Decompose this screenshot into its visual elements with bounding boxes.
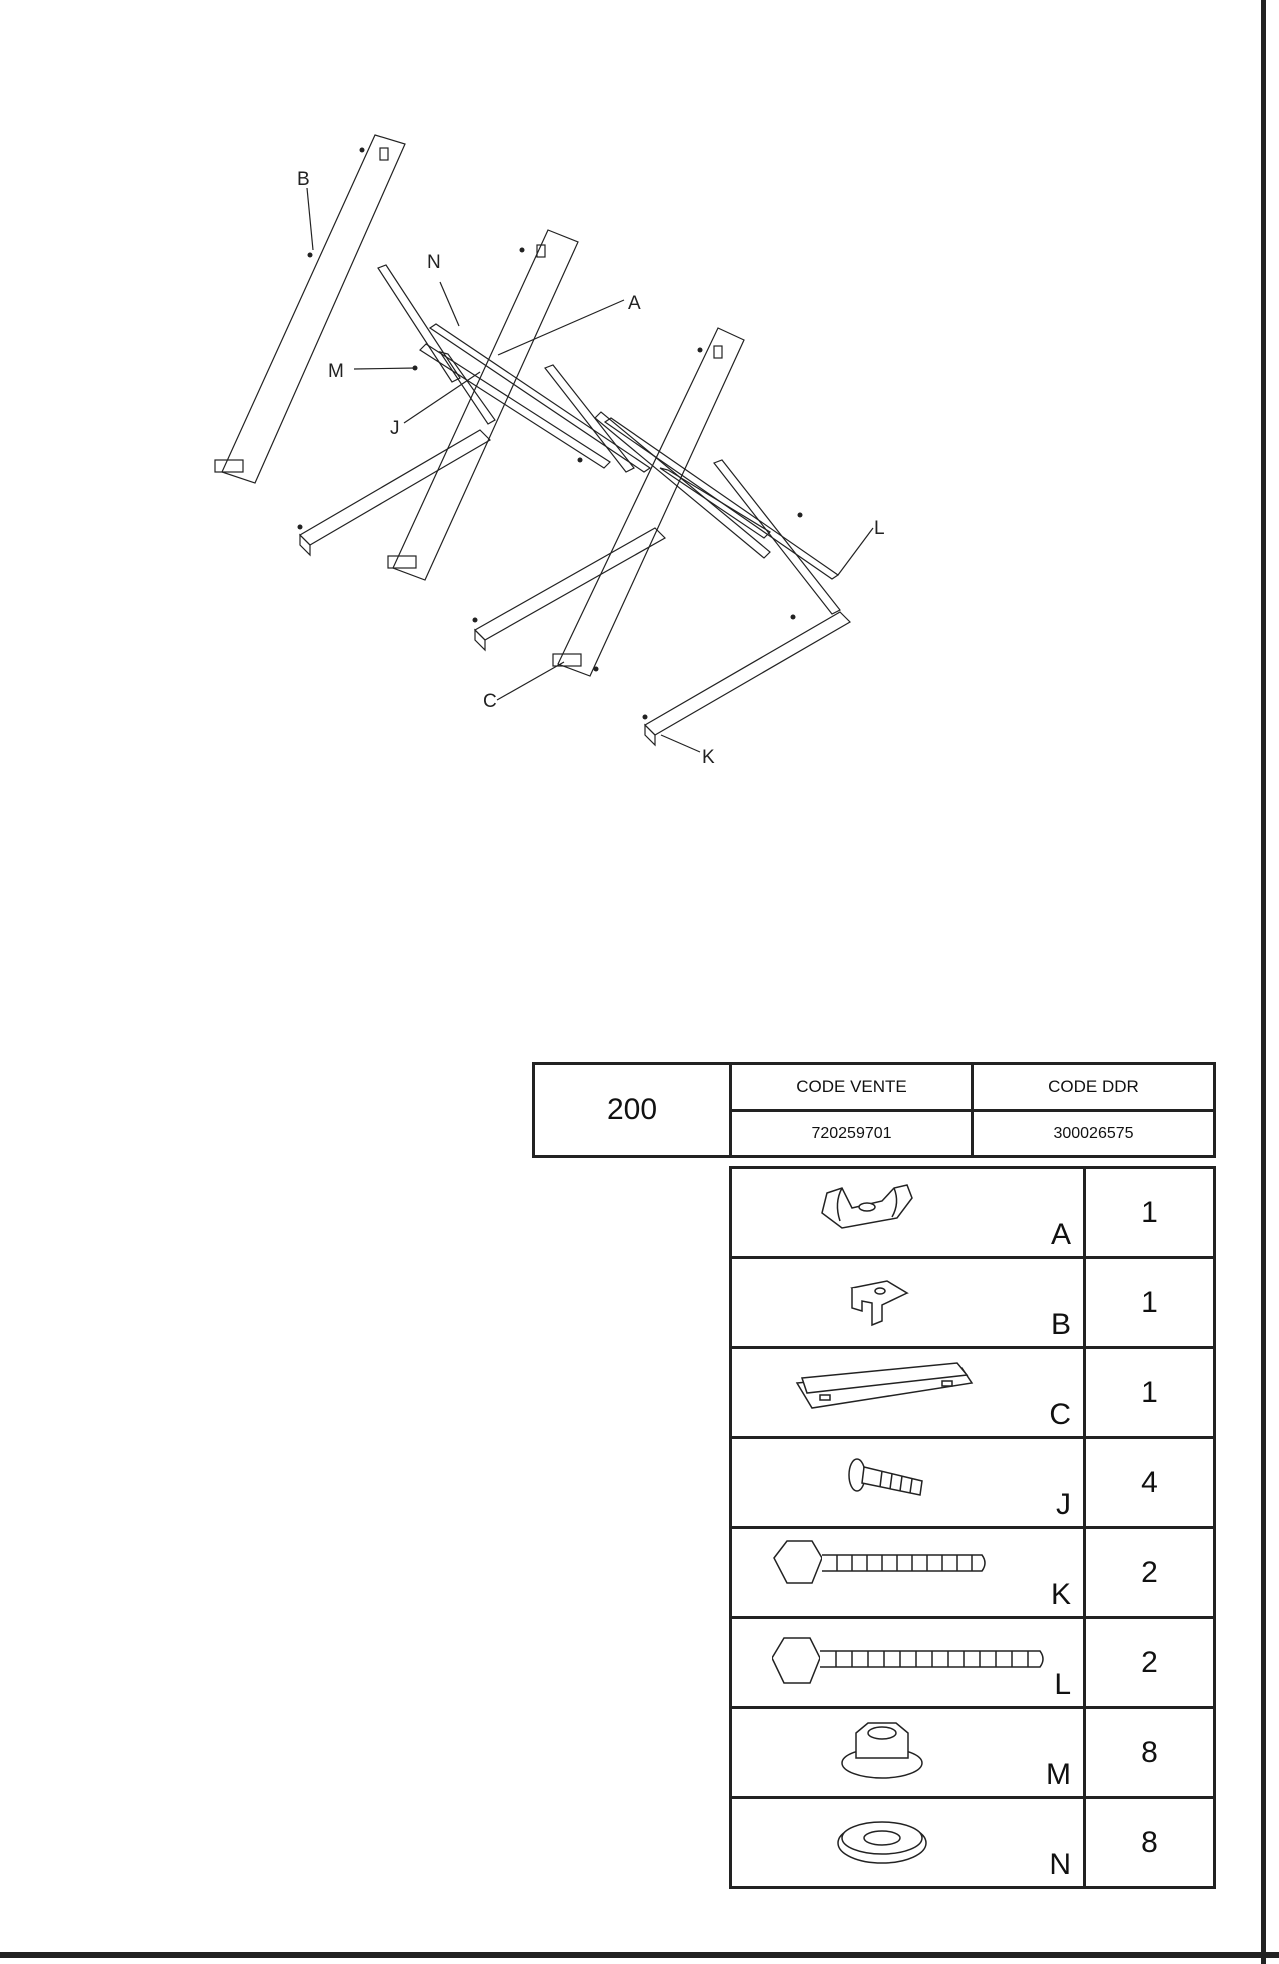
part-row-n bbox=[731, 1798, 1215, 1888]
label-k: K bbox=[702, 747, 715, 768]
label-a: A bbox=[628, 293, 641, 314]
code-ddr-value: 300026575 bbox=[973, 1111, 1215, 1157]
label-j: J bbox=[390, 418, 400, 439]
part-row-c bbox=[731, 1348, 1215, 1438]
label-m: M bbox=[328, 361, 344, 382]
part-letter: B bbox=[1050, 1308, 1071, 1341]
base-beam-3 bbox=[645, 612, 850, 735]
part-letter: K bbox=[1050, 1578, 1071, 1611]
part-row-j bbox=[731, 1438, 1215, 1528]
part-letter: A bbox=[1050, 1218, 1071, 1251]
part-letter: N bbox=[1049, 1848, 1071, 1881]
code-vente-value: 720259701 bbox=[731, 1111, 973, 1157]
part-qty: 1 bbox=[1085, 1348, 1215, 1438]
page-border-bottom bbox=[0, 1952, 1279, 1958]
part-row-a bbox=[731, 1168, 1215, 1258]
part-row-b bbox=[731, 1258, 1215, 1348]
part-qty: 1 bbox=[1085, 1258, 1215, 1348]
part-qty: 2 bbox=[1085, 1618, 1215, 1708]
label-n: N bbox=[427, 252, 441, 273]
product-ref: 200 bbox=[534, 1064, 731, 1157]
label-b: B bbox=[297, 169, 310, 190]
part-letter: L bbox=[1054, 1668, 1071, 1701]
rail-3 bbox=[558, 328, 744, 676]
parts-table bbox=[729, 1166, 1216, 1889]
part-letter: J bbox=[1056, 1488, 1071, 1521]
part-letter: M bbox=[1046, 1758, 1071, 1791]
part-qty: 8 bbox=[1085, 1708, 1215, 1798]
flange-nut-icon bbox=[772, 1713, 972, 1793]
hex-bolt-short-icon bbox=[772, 1533, 1012, 1613]
part-row-l bbox=[731, 1618, 1215, 1708]
carriage-bolt-icon bbox=[772, 1443, 972, 1523]
label-c: C bbox=[483, 691, 497, 712]
code-vente-header: CODE VENTE bbox=[731, 1064, 973, 1111]
label-l: L bbox=[874, 518, 885, 539]
rail-plate-icon bbox=[772, 1353, 992, 1433]
part-qty: 1 bbox=[1085, 1168, 1215, 1258]
part-row-m bbox=[731, 1708, 1215, 1798]
part-qty: 4 bbox=[1085, 1438, 1215, 1528]
washer-icon bbox=[772, 1803, 972, 1883]
bracket-icon bbox=[772, 1263, 972, 1343]
part-letter: C bbox=[1049, 1398, 1071, 1431]
base-beam-1 bbox=[300, 430, 490, 545]
clip-icon bbox=[772, 1173, 972, 1253]
page-border-right bbox=[1261, 0, 1266, 1964]
strut-3 bbox=[714, 460, 840, 614]
rail-2 bbox=[393, 230, 578, 580]
brace-1 bbox=[420, 344, 610, 468]
product-code-table bbox=[532, 1062, 1216, 1158]
part-row-k bbox=[731, 1528, 1215, 1618]
hex-bolt-long-icon bbox=[772, 1623, 1062, 1703]
part-qty: 2 bbox=[1085, 1528, 1215, 1618]
code-ddr-header: CODE DDR bbox=[973, 1064, 1215, 1111]
assembly-diagram bbox=[0, 0, 1000, 780]
base-beam-2 bbox=[475, 528, 665, 640]
part-qty: 8 bbox=[1085, 1798, 1215, 1888]
rail-1 bbox=[222, 135, 405, 483]
